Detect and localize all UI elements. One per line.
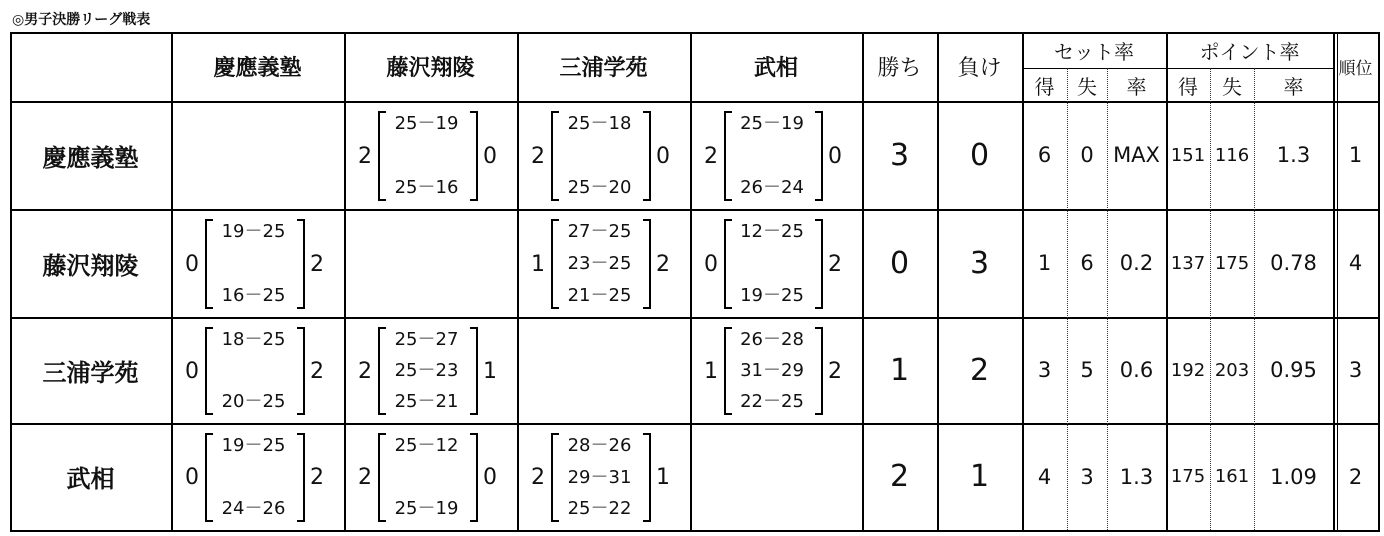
set-subheader-got: 得: [1034, 74, 1055, 99]
wins-count: 0: [889, 245, 910, 281]
set-score: 25－19: [394, 113, 459, 134]
set-score: 25－19: [394, 498, 459, 519]
set-score: 20－25: [221, 391, 286, 412]
set-score: 25－27: [394, 329, 459, 350]
sets-won: 0: [704, 251, 718, 277]
sets-lost: 0: [828, 143, 842, 169]
sets-lost-total: 3: [1080, 464, 1094, 489]
bracket-left: [378, 111, 386, 201]
sets-won: 1: [704, 358, 718, 384]
match-score: [344, 433, 517, 522]
rank-value: 4: [1348, 251, 1363, 275]
sets-lost-total: 5: [1080, 358, 1094, 382]
sets-got: 4: [1037, 464, 1052, 489]
point-rate: 0.95: [1270, 358, 1317, 382]
row-team-name: 三浦学苑: [42, 358, 139, 387]
set-rate: 0.2: [1119, 251, 1154, 275]
match-score: [690, 327, 862, 415]
points-got: 137: [1170, 252, 1206, 274]
set-score: 19－25: [221, 221, 286, 242]
set-score: 31－29: [740, 360, 804, 381]
bracket-left: [724, 111, 732, 201]
row-team-name: 武相: [66, 465, 115, 493]
sets-lost: 2: [828, 251, 842, 277]
rank-value: 3: [1348, 358, 1363, 382]
points-lost: 116: [1214, 144, 1250, 166]
points-lost: 203: [1214, 359, 1250, 381]
point-rate: 0.78: [1270, 251, 1317, 275]
sets-won: 0: [185, 358, 199, 384]
bracket-right: [643, 219, 651, 309]
set-score: 25－22: [567, 498, 632, 519]
column-header-point-rate: ポイント率: [1199, 39, 1300, 64]
set-score: 25－23: [394, 360, 459, 381]
set-score: 25－16: [394, 177, 459, 198]
sets-got: 3: [1037, 358, 1052, 382]
point-rate: 1.3: [1276, 143, 1311, 167]
point-rate: 1.09: [1270, 464, 1317, 489]
match-score: [690, 219, 862, 309]
set-rate: 0.6: [1119, 358, 1154, 382]
match-score: [344, 327, 517, 415]
bracket-left: [551, 433, 559, 522]
set-score: 25－19: [740, 113, 804, 134]
sets-lost: 2: [310, 465, 324, 490]
set-score: 23－25: [567, 253, 632, 274]
sets-lost: 2: [310, 358, 324, 384]
bracket-left: [551, 219, 559, 309]
match-score: [171, 433, 344, 522]
set-score: 21－25: [567, 285, 632, 306]
sets-lost: 2: [310, 251, 324, 277]
match-score: [171, 327, 344, 415]
set-score: 25－12: [394, 435, 459, 456]
set-score: 25－21: [394, 391, 459, 412]
rank-value: 1: [1348, 143, 1363, 167]
bracket-right: [470, 327, 478, 415]
set-score: 18－25: [221, 329, 286, 350]
set-score: 19－25: [221, 435, 286, 456]
points-got: 151: [1170, 144, 1206, 166]
set-score: 25－18: [567, 113, 632, 134]
bracket-right: [643, 111, 651, 201]
sets-lost: 1: [483, 358, 497, 384]
match-score: [690, 111, 862, 201]
rank-value: 2: [1348, 464, 1363, 489]
bracket-left: [205, 433, 213, 522]
sets-won: 0: [185, 465, 199, 490]
set-score: 19－25: [740, 285, 804, 306]
bracket-right: [643, 433, 651, 522]
page-title: ◎男子決勝リーグ戦表: [12, 12, 151, 28]
sets-won: 2: [358, 465, 372, 490]
bracket-right: [815, 327, 823, 415]
bracket-right: [815, 219, 823, 309]
set-score: 12－25: [740, 221, 804, 242]
bracket-left: [205, 327, 213, 415]
sets-won: 1: [531, 251, 545, 277]
match-score: [517, 433, 690, 522]
sets-lost-total: 0: [1080, 143, 1094, 167]
column-header-team: 三浦学苑: [559, 56, 648, 81]
set-score: 24－26: [221, 498, 286, 519]
bracket-right: [470, 111, 478, 201]
sets-got: 6: [1037, 143, 1052, 167]
match-score: [171, 219, 344, 309]
sets-lost: 1: [656, 465, 670, 490]
point-subheader-got: 得: [1178, 74, 1198, 99]
wins-count: 3: [889, 137, 910, 173]
set-rate: MAX: [1113, 143, 1160, 167]
sets-lost: 0: [483, 465, 497, 490]
bracket-right: [815, 111, 823, 201]
column-divider: [1378, 32, 1380, 532]
column-header-wins: 勝ち: [877, 56, 922, 81]
bracket-left: [551, 111, 559, 201]
losses-count: 2: [969, 352, 990, 388]
sets-won: 2: [358, 358, 372, 384]
sets-won: 2: [531, 143, 545, 169]
match-score: [517, 219, 690, 309]
match-score: [344, 111, 517, 201]
set-score: 16－25: [221, 285, 286, 306]
wins-count: 2: [889, 459, 910, 494]
bracket-right: [470, 433, 478, 522]
row-team-name: 慶應義塾: [42, 143, 139, 172]
losses-count: 1: [969, 459, 990, 494]
sets-won: 2: [358, 143, 372, 169]
point-subheader-lost: 失: [1222, 74, 1242, 99]
set-score: 27－25: [567, 221, 632, 242]
column-header-losses: 負け: [957, 56, 1002, 81]
points-lost: 161: [1214, 466, 1250, 487]
bracket-right: [297, 219, 305, 309]
sets-lost: 2: [828, 358, 842, 384]
bracket-left: [724, 327, 732, 415]
column-header-rank: 順位: [1338, 59, 1373, 79]
sets-won: 0: [185, 251, 199, 277]
sets-won: 2: [704, 143, 718, 169]
sets-lost: 0: [483, 143, 497, 169]
set-score: 22－25: [740, 391, 804, 412]
column-header-team: 武相: [753, 56, 798, 81]
points-got: 192: [1170, 359, 1206, 381]
row-team-name: 藤沢翔陵: [42, 251, 139, 280]
bracket-left: [724, 219, 732, 309]
sets-won: 2: [531, 465, 545, 490]
bracket-left: [378, 433, 386, 522]
losses-count: 3: [969, 245, 990, 281]
column-header-team: 慶應義塾: [213, 56, 302, 81]
match-score: [517, 111, 690, 201]
sets-lost-total: 6: [1080, 251, 1094, 275]
set-subheader-rate: 率: [1126, 74, 1147, 99]
points-lost: 175: [1214, 252, 1250, 274]
set-score: 28－26: [567, 435, 632, 456]
set-subheader-lost: 失: [1077, 74, 1097, 99]
point-subheader-rate: 率: [1283, 74, 1304, 99]
sets-lost: 2: [656, 251, 670, 277]
set-score: 25－20: [567, 177, 632, 198]
sets-got: 1: [1037, 251, 1052, 275]
bracket-right: [297, 433, 305, 522]
table-bottom-border: [10, 530, 1378, 532]
wins-count: 1: [889, 352, 910, 388]
bracket-left: [378, 327, 386, 415]
bracket-left: [205, 219, 213, 309]
set-score: 26－24: [740, 177, 804, 198]
set-rate: 1.3: [1119, 464, 1154, 489]
bracket-right: [297, 327, 305, 415]
set-score: 26－28: [740, 329, 804, 350]
points-got: 175: [1170, 466, 1206, 487]
column-header-set-rate: セット率: [1054, 39, 1134, 64]
column-header-team: 藤沢翔陵: [386, 56, 475, 81]
set-score: 29－31: [567, 466, 632, 488]
losses-count: 0: [969, 137, 990, 173]
sets-lost: 0: [656, 143, 670, 169]
